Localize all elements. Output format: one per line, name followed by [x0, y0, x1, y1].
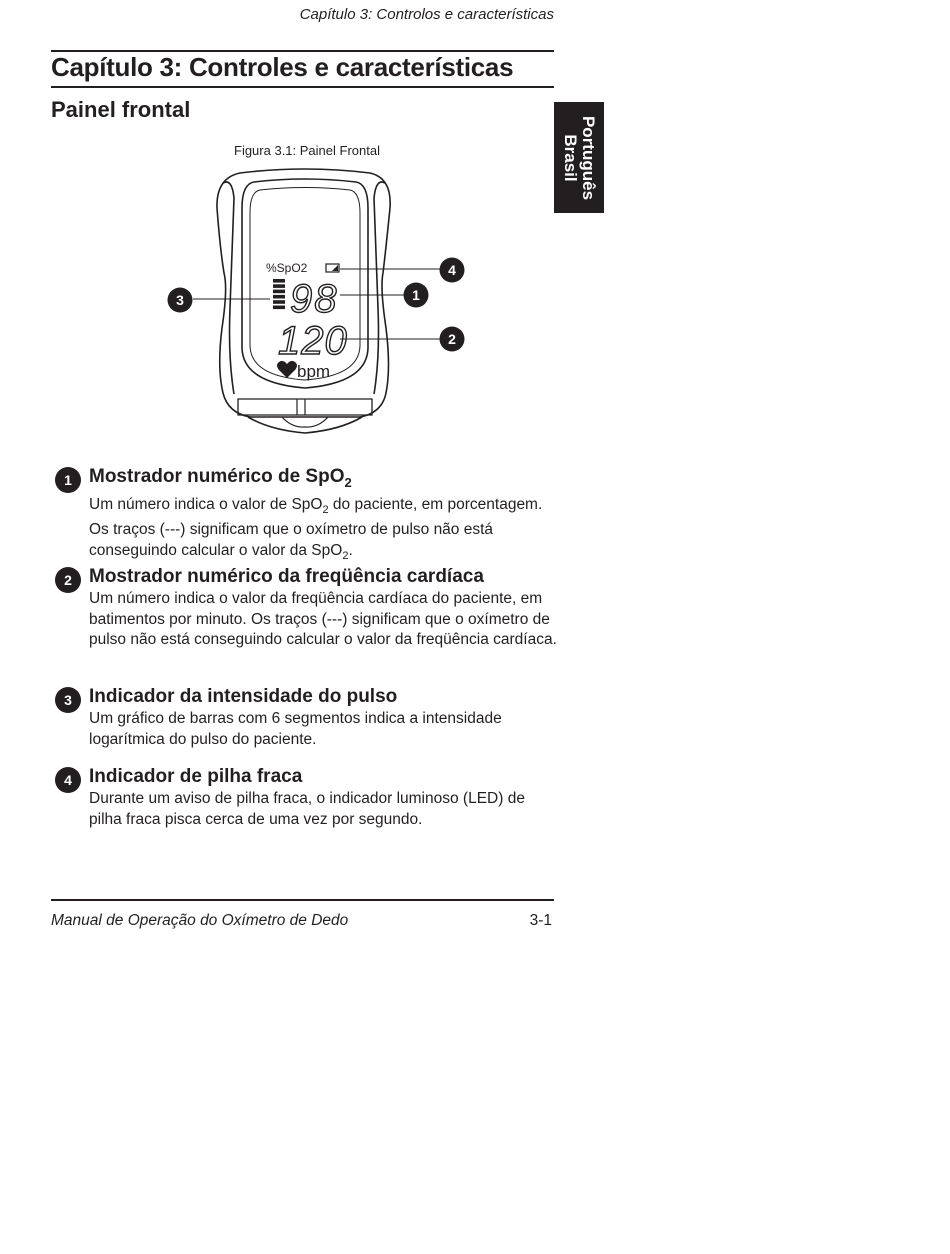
heart-icon — [277, 361, 297, 378]
chapter-title: Capítulo 3: Controles e características — [51, 52, 514, 82]
callout-1 — [404, 283, 429, 308]
item-description: Um gráfico de barras com 6 segmentos indica a intensidade logarítmica do pulso do paciente. — [89, 710, 502, 748]
device-right-grip — [374, 182, 385, 394]
bpm-label: bpm — [297, 362, 331, 381]
svg-text:2: 2 — [448, 331, 456, 347]
language-tab — [554, 102, 604, 213]
spo2-value: 98 — [290, 277, 339, 321]
device-bottom-latch — [248, 417, 362, 433]
item-description: Durante um aviso de pilha fraca, o indicador luminoso (LED) de pilha fraca pisca cerca de uma vez por segundo. — [89, 790, 525, 828]
item-title: Mostrador numérico da freqüência cardíaca — [89, 566, 484, 587]
language-tab-line2: Brasil — [561, 133, 580, 182]
footer-manual-title: Manual de Operação do Oxímetro de Dedo — [51, 912, 349, 929]
svg-text:1: 1 — [412, 287, 420, 303]
pulse-bar-graph — [273, 279, 285, 309]
language-tab-line1: Português — [579, 115, 598, 200]
battery-icon — [326, 264, 339, 272]
callout-2 — [440, 327, 465, 352]
item-number-badge: 4 — [55, 767, 81, 793]
item-title: Mostrador numérico de SpO$_2$ — [89, 466, 352, 490]
item-description: Um número indica o valor de SpO$_2$ do paciente, em porcentagem. Os traços (---) significam que o oxímetro de pulso não está conseguindo calcular o valor da SpO$_2$. — [89, 495, 543, 562]
svg-text:4: 4 — [448, 262, 456, 278]
item-number-badge: 3 — [55, 687, 81, 713]
description-item-2 — [55, 565, 575, 651]
description-item-1 — [55, 465, 575, 566]
device-left-grip — [223, 182, 234, 394]
running-head: Capítulo 3: Controlos e características — [299, 6, 554, 23]
item-description: Um número indica o valor da freqüência cardíaca do paciente, em batimentos por minuto. Os traços (---) significam que o oxímetro de pulso não está conseguindo calcular o valor da freqüência cardíaca. — [89, 590, 557, 648]
callout-3 — [168, 288, 193, 313]
item-title: Indicador da intensidade do pulso — [89, 686, 398, 707]
pulse-rate-value: 120 — [278, 319, 348, 363]
section-title: Painel frontal — [51, 97, 191, 122]
pulse-oximeter-front-panel-figure — [160, 168, 480, 443]
item-title: Indicador de pilha fraca — [89, 766, 303, 787]
description-item-3 — [55, 685, 575, 750]
svg-text:3: 3 — [176, 292, 184, 308]
footer-rule — [51, 899, 554, 901]
item-number-badge: 1 — [55, 467, 81, 493]
description-item-4 — [55, 765, 575, 830]
spo2-label: %SpO2 — [266, 261, 308, 275]
callout-4 — [440, 258, 465, 283]
title-bottom-rule — [51, 86, 554, 88]
footer-page-number: 3-1 — [529, 912, 552, 929]
item-number-badge: 2 — [55, 567, 81, 593]
figure-caption: Figura 3.1: Painel Frontal — [234, 143, 380, 158]
